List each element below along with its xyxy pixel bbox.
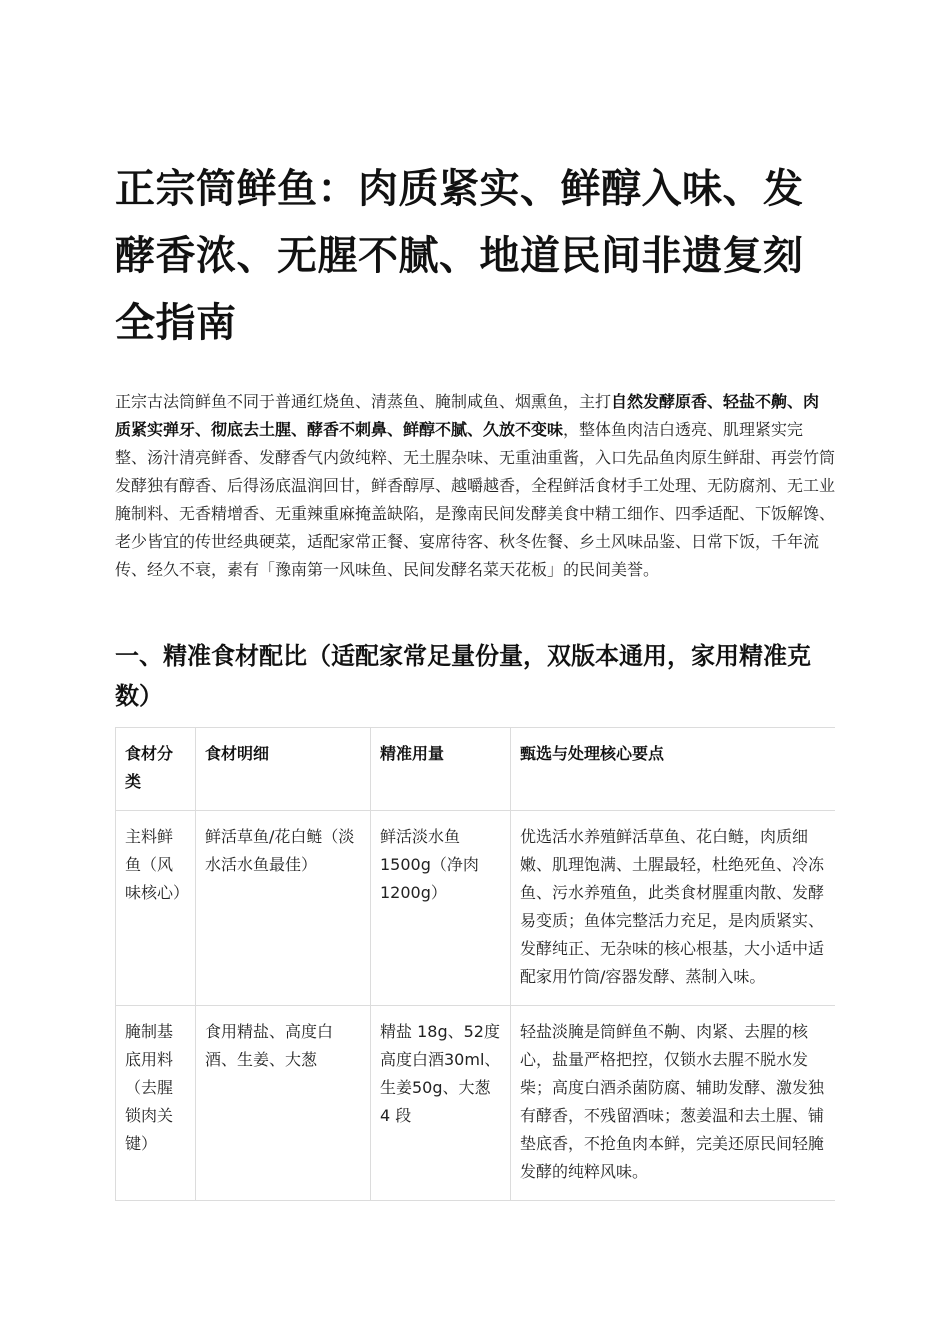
header-category: 食材分类 [116,728,196,811]
section-heading-ingredients: 一、精准食材配比（适配家常足量份量，双版本通用，家用精准克数） [115,642,811,710]
header-notes: 甄选与处理核心要点 [511,728,836,811]
document-title: 正宗筒鲜鱼：肉质紧实、鲜醇入味、发酵香浓、无腥不腻、地道民间非遗复刻全指南 [115,166,804,346]
cell-category: 主料鲜鱼（风味核心） [116,811,196,1006]
cell-category: 腌制基底用料（去腥锁肉关键） [116,1006,196,1201]
cell-amount: 精盐 18g、52度高度白酒30ml、生姜50g、大葱 4 段 [371,1006,511,1201]
cell-notes: 轻盐淡腌是筒鲜鱼不齁、肉紧、去腥的核心，盐量严格把控，仅锁水去腥不脱水发柴；高度白酒杀菌防腐、辅助发酵、激发独有酵香，不残留酒味；葱姜温和去土腥、铺垫底香，不抢鱼肉本鲜，完美还原民间轻腌发酵的纯粹风味。 [511,1006,836,1201]
table-header-row [116,728,836,811]
intro-text-part1: 正宗古法筒鲜鱼不同于普通红烧鱼、清蒸鱼、腌制咸鱼、烟熏鱼，主打 [115,392,612,411]
ingredients-table [115,727,835,1201]
intro-paragraph [115,388,835,584]
header-amount: 精准用量 [371,728,511,811]
cell-detail: 食用精盐、高度白酒、生姜、大葱 [196,1006,371,1201]
table-row [116,811,836,1006]
cell-notes: 优选活水养殖鲜活草鱼、花白鲢，肉质细嫩、肌理饱满、土腥最轻，杜绝死鱼、冷冻鱼、污水养殖鱼，此类食材腥重肉散、发酵易变质；鱼体完整活力充足，是肉质紧实、发酵纯正、无杂味的核心根基，大小适中适配家用竹筒/容器发酵、蒸制入味。 [511,811,836,1006]
header-detail: 食材明细 [196,728,371,811]
ingredients-table-container [115,727,835,1211]
intro-highlight-text: 自然发酵原香、轻盐不齁、肉质紧实弹牙、彻底去土腥、酵香不刺鼻、鲜醇不腻、久放不变味 [115,392,820,439]
table-row [116,1006,836,1201]
cell-detail: 鲜活草鱼/花白鲢（淡水活水鱼最佳） [196,811,371,1006]
cell-amount: 鲜活淡水鱼1500g（净肉1200g） [371,811,511,1006]
intro-text-part2: ，整体鱼肉洁白透亮、肌理紧实完整、汤汁清亮鲜香、发酵香气内敛纯粹、无土腥杂味、无重油重酱，入口先品鱼肉原生鲜甜、再尝竹筒发酵独有醇香、后得汤底温润回甘，鲜香醇厚、越嚼越香，全程鲜活食材手工处理、无防腐剂、无工业腌制料、无香精增香、无重辣重麻掩盖缺陷，是豫南民间发酵美食中精工细作、四季适配、下饭解馋、老少皆宜的传世经典硬菜，适配家常正餐、宴席待客、秋冬佐餐、乡土风味品鉴、日常下饭，千年流传、经久不衰，素有「豫南第一风味鱼、民间发酵名菜天花板」的民间美誉。 [115,420,836,579]
